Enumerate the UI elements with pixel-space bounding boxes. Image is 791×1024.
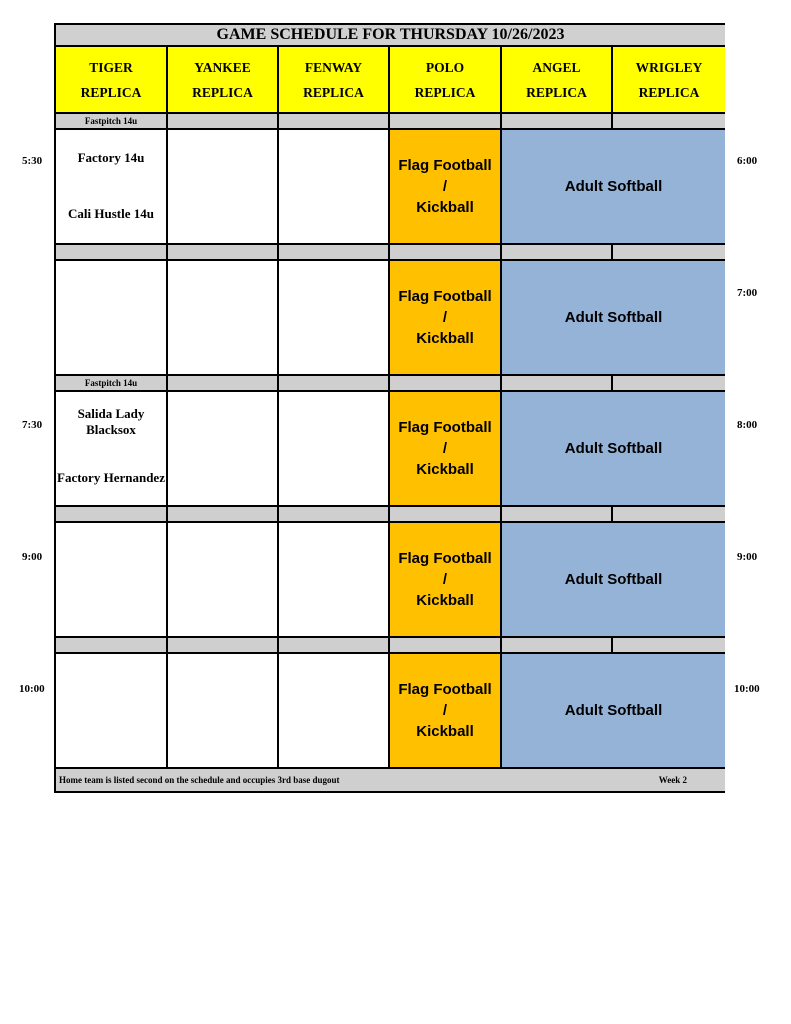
field-name: FENWAY xyxy=(304,59,363,75)
fenway-slot-4 xyxy=(279,523,390,638)
home-team: Cali Hustle 14u xyxy=(68,206,154,221)
separator xyxy=(168,114,279,130)
field-header-wrigley xyxy=(613,47,725,114)
event-line: Flag Football xyxy=(398,157,492,174)
separator xyxy=(390,245,502,261)
angel-wrigley-event-1: Adult Softball xyxy=(502,130,725,245)
angel-wrigley-event-5: Adult Softball xyxy=(502,654,725,769)
separator xyxy=(502,245,613,261)
field-header-tiger xyxy=(56,47,168,114)
tiger-slot-3 xyxy=(56,392,168,507)
yankee-slot-2 xyxy=(168,261,279,376)
event-line: / xyxy=(442,702,448,719)
slot-time-right: 7:00 xyxy=(737,287,758,299)
field-sub: REPLICA xyxy=(526,84,587,100)
field-header-polo xyxy=(390,47,502,114)
separator xyxy=(168,638,279,654)
separator xyxy=(279,114,390,130)
event-line: / xyxy=(442,571,448,588)
separator xyxy=(613,638,725,654)
separator-label: Fastpitch 14u xyxy=(56,114,168,130)
separator xyxy=(613,245,725,261)
field-sub: REPLICA xyxy=(638,84,700,100)
event-line: Kickball xyxy=(416,592,474,609)
separator xyxy=(613,376,725,392)
field-sub: REPLICA xyxy=(192,84,253,100)
slot-time-left: 7:30 xyxy=(22,419,43,431)
tiger-slot-1 xyxy=(56,130,168,245)
slot-time-right: 8:00 xyxy=(737,419,758,431)
separator xyxy=(613,507,725,523)
slot-time-right: 10:00 xyxy=(734,683,760,695)
separator xyxy=(390,638,502,654)
field-name: POLO xyxy=(425,59,465,75)
polo-event-5 xyxy=(390,654,502,769)
separator xyxy=(390,114,502,130)
footer xyxy=(56,769,725,791)
separator xyxy=(279,376,390,392)
separator xyxy=(279,638,390,654)
event-line: Kickball xyxy=(416,330,474,347)
polo-event-4 xyxy=(390,523,502,638)
fenway-slot-3 xyxy=(279,392,390,507)
field-name: WRIGLEY xyxy=(635,59,703,75)
angel-wrigley-event-3: Adult Softball xyxy=(502,392,725,507)
separator xyxy=(502,507,613,523)
field-header-angel xyxy=(502,47,613,114)
event-line: Flag Football xyxy=(398,288,492,305)
field-sub: REPLICA xyxy=(80,84,142,100)
slot-time-left: 5:30 xyxy=(22,155,43,167)
angel-wrigley-event-2: Adult Softball xyxy=(502,261,725,376)
yankee-slot-3 xyxy=(168,392,279,507)
field-sub: REPLICA xyxy=(414,84,476,100)
week-label: Week 2 xyxy=(658,775,687,785)
separator xyxy=(502,376,613,392)
separator xyxy=(168,507,279,523)
separator xyxy=(613,114,725,130)
polo-event-2 xyxy=(390,261,502,376)
slot-time-right: 6:00 xyxy=(737,155,758,167)
slot-time-left: 9:00 xyxy=(22,551,43,563)
event-line: / xyxy=(442,178,448,195)
separator xyxy=(502,114,613,130)
event-line: Flag Football xyxy=(398,419,492,436)
event-line: Kickball xyxy=(416,461,474,478)
field-name: TIGER xyxy=(89,59,133,75)
field-header-fenway xyxy=(279,47,390,114)
field-header-yankee xyxy=(168,47,279,114)
fenway-slot-1 xyxy=(279,130,390,245)
separator xyxy=(279,507,390,523)
event-line: Kickball xyxy=(416,199,474,216)
separator xyxy=(56,638,168,654)
yankee-slot-5 xyxy=(168,654,279,769)
event-line: / xyxy=(442,309,448,326)
separator xyxy=(279,245,390,261)
slot-time-right: 9:00 xyxy=(737,551,758,563)
field-name: YANKEE xyxy=(194,59,251,75)
separator-label: Fastpitch 14u xyxy=(56,376,168,392)
event-line: / xyxy=(442,440,448,457)
tiger-slot-4 xyxy=(56,523,168,638)
polo-event-1 xyxy=(390,130,502,245)
tiger-slot-2 xyxy=(56,261,168,376)
tiger-slot-5 xyxy=(56,654,168,769)
field-name: ANGEL xyxy=(532,59,581,75)
event-line: Kickball xyxy=(416,723,474,740)
separator xyxy=(390,507,502,523)
event-line: Flag Football xyxy=(398,681,492,698)
yankee-slot-1 xyxy=(168,130,279,245)
slot-time-left: 10:00 xyxy=(19,683,45,695)
separator xyxy=(502,638,613,654)
field-sub: REPLICA xyxy=(303,84,364,100)
separator xyxy=(390,376,502,392)
away-team: Salida Lady Blacksox xyxy=(77,406,145,437)
schedule-table xyxy=(54,23,725,793)
home-team: Factory Hernandez xyxy=(57,470,165,485)
schedule-title: GAME SCHEDULE FOR THURSDAY 10/26/2023 xyxy=(56,25,725,47)
away-team: Factory 14u xyxy=(77,150,145,165)
fenway-slot-5 xyxy=(279,654,390,769)
yankee-slot-4 xyxy=(168,523,279,638)
separator xyxy=(168,245,279,261)
separator xyxy=(168,376,279,392)
angel-wrigley-event-4: Adult Softball xyxy=(502,523,725,638)
event-line: Flag Football xyxy=(398,550,492,567)
polo-event-3 xyxy=(390,392,502,507)
separator xyxy=(56,245,168,261)
footer-note: Home team is listed second on the schedule and occupies 3rd base dugout xyxy=(59,775,340,785)
fenway-slot-2 xyxy=(279,261,390,376)
separator xyxy=(56,507,168,523)
